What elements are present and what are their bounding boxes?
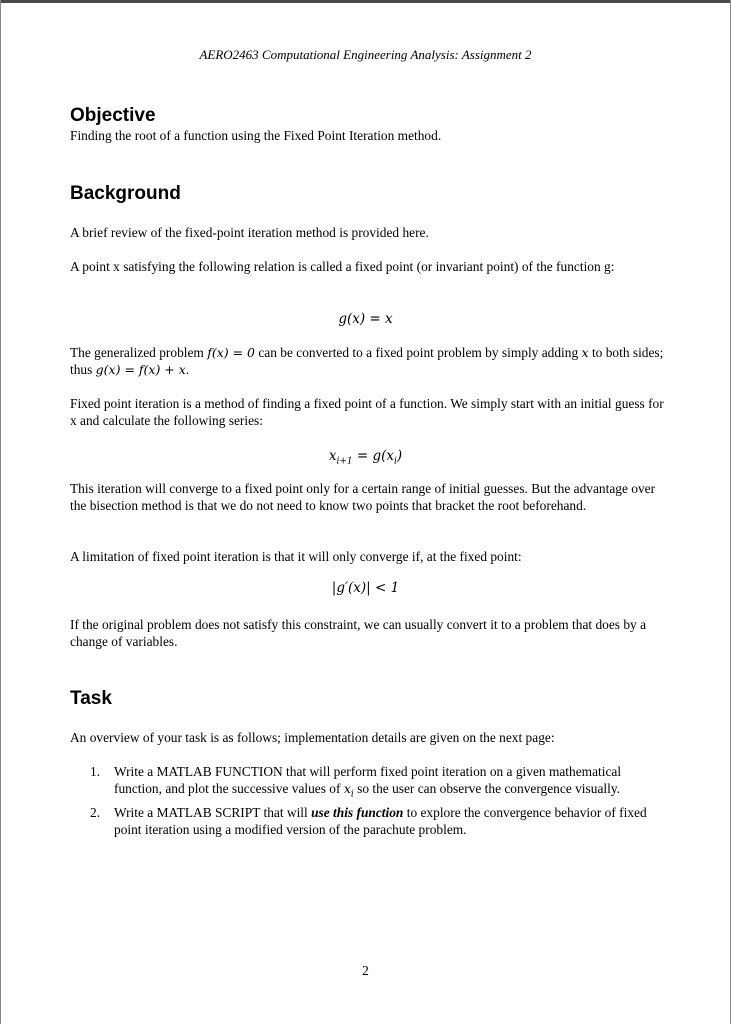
background-para-5: This iteration will converge to a fixed point only for a certain range of initial guesses. But the advantage over the bisection method is that we do not need to know two points that bracket the root beforehand.: [70, 481, 656, 513]
running-header: AERO2463 Computational Engineering Analysis: Assignment 2: [199, 47, 532, 62]
page-left-border: [0, 0, 1, 1024]
task-item-1: 1. Write a MATLAB FUNCTION that will perform fixed point iteration on a given mathematical function, and plot the successive values of $x_i$ so the user can observe the convergence visually.: [90, 764, 622, 800]
page-top-border: [0, 0, 731, 3]
background-para-3: The generalized problem f(x) = 0 can be converted to a fixed point problem by simply adding x to both sides; thus g(x) = f(x) + x.: [70, 345, 664, 377]
equation-convergence-condition: |g′(x)| < 1: [331, 580, 400, 596]
task-list: [90, 763, 666, 838]
background-para-2: A point x satisfying the following relation is called a fixed point (or invariant point) of the function g:: [70, 259, 615, 274]
background-para-1: A brief review of the fixed-point iteration method is provided here.: [70, 225, 429, 240]
background-para-6: A limitation of fixed point iteration is that it will only converge if, at the fixed point:: [70, 549, 522, 564]
task-heading: Task: [70, 688, 112, 709]
background-para-4: Fixed point iteration is a method of finding a fixed point of a function. We simply start with an initial guess for x and calculate the following series:: [70, 396, 664, 428]
background-heading: Background: [70, 183, 181, 204]
equation-iteration: $x_{i+1} = g(x_i)$: [328, 448, 403, 467]
task-intro: An overview of your task is as follows; implementation details are given on the next page:: [70, 730, 555, 745]
equation-fixed-point: g(x) = x: [338, 311, 393, 327]
objective-heading: Objective: [70, 105, 156, 126]
background-para-7: If the original problem does not satisfy this constraint, we can usually convert it to a problem that does by a change of variables.: [70, 617, 647, 649]
page-number: 2: [362, 963, 369, 978]
objective-text: Finding the root of a function using the Fixed Point Iteration method.: [70, 128, 442, 143]
task-item-2: 2. Write a MATLAB SCRIPT that will use this function to explore the convergence behavior of fixed point iteration using a modified version of the parachute problem.: [90, 804, 647, 837]
